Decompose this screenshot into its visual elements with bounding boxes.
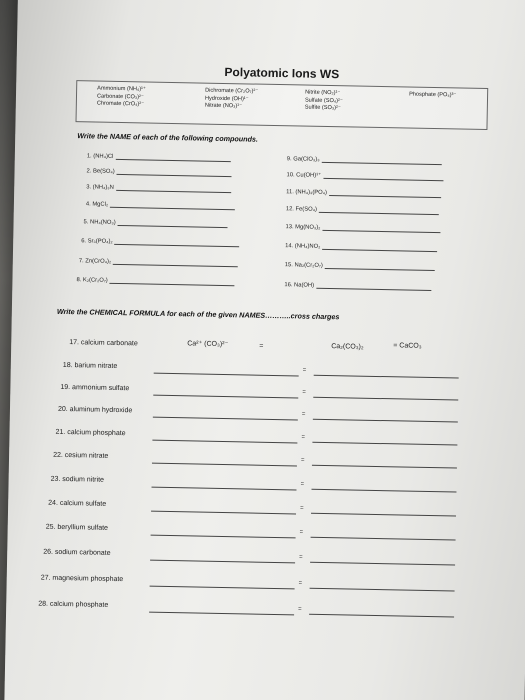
example-equals: = — [259, 342, 264, 350]
equals-sign: = — [300, 505, 304, 512]
answer-line — [310, 562, 455, 566]
formula-item: 28. calcium phosphate — [38, 600, 109, 609]
equals-sign: = — [301, 411, 306, 418]
ion-entry: Chromate (CrO₄)²⁻ — [96, 100, 145, 108]
formula-item: 25. beryllium sulfate — [45, 523, 109, 532]
ion-entry: Dichromate (Cr₂O₇)²⁻ — [205, 87, 259, 95]
ion-entry: Phosphate (PO₄)³⁻ — [409, 91, 457, 99]
name-item: 16. Na(OH) — [284, 281, 431, 291]
equals-sign: = — [302, 389, 306, 396]
answer-line — [151, 535, 296, 539]
name-item: 13. Mg(NO₃)₂ — [285, 223, 440, 233]
ion-entry: Nitrite (NO₂)¹⁻ — [305, 89, 341, 97]
ion-reference-box — [76, 80, 489, 130]
name-item: 10. Cu(OH)¹⁺ — [286, 171, 443, 181]
name-item: 12. Fe(SO₄) — [286, 205, 439, 215]
formula-item: 22. cesium nitrate — [53, 451, 109, 460]
formula-item: 18. barium nitrate — [62, 361, 118, 370]
name-item: 9. Ga(ClO₃)₃ — [287, 155, 442, 165]
equals-sign: = — [299, 529, 304, 536]
ion-entry: Sulfate (SO₄)²⁻ — [304, 97, 343, 104]
ion-entry: Ammonium (NH₄)¹⁺ — [97, 85, 146, 93]
equals-sign: = — [298, 580, 303, 587]
answer-line — [311, 513, 456, 517]
formula-item: 20. aluminum hydroxide — [57, 405, 133, 415]
ion-entry: Sulfite (SO₃)²⁻ — [304, 104, 341, 112]
formula-item: 27. magnesium phosphate — [40, 574, 124, 584]
formula-item: 24. calcium sulfate — [48, 499, 107, 508]
example-crossed: Ca₂(CO₃)₂ — [331, 343, 364, 351]
answer-line — [309, 614, 454, 618]
answer-line — [151, 487, 296, 491]
equals-sign: = — [301, 434, 306, 441]
name-item: 4. MgCl₂ — [86, 200, 235, 210]
answer-line — [153, 395, 298, 399]
equals-sign: = — [300, 457, 305, 464]
ion-column-3 — [305, 90, 343, 113]
equals-sign: = — [298, 606, 302, 613]
formula-item: 26. sodium carbonate — [43, 548, 111, 557]
equals-sign: = — [299, 554, 303, 561]
answer-line — [152, 440, 297, 444]
example-ions: Ca²⁺ (CO₃)²⁻ — [187, 340, 229, 349]
ion-column-2 — [205, 88, 258, 112]
worksheet-page — [4, 0, 525, 700]
answer-line — [154, 373, 299, 377]
formula-item: 21. calcium phosphate — [55, 428, 126, 438]
ion-entry: Carbonate (CO₃)²⁻ — [96, 93, 144, 100]
answer-line — [149, 612, 294, 616]
answer-line — [151, 511, 296, 515]
example-answer: = CaCO₃ — [393, 342, 422, 350]
answer-line — [313, 419, 458, 423]
answer-line — [311, 537, 456, 541]
answer-line — [150, 586, 295, 590]
answer-line — [312, 465, 457, 469]
name-item: 2. Be(SO₄) — [87, 167, 232, 177]
formula-item: 23. sodium nitrite — [50, 475, 105, 484]
name-item: 11. (NH₄)₃(PO₄) — [286, 188, 441, 198]
ion-column-4 — [409, 92, 456, 100]
answer-line — [152, 463, 297, 467]
name-item: 6. Sr₃(PO₄)₂ — [81, 237, 240, 247]
section-1-heading: Write the NAME of each of the following compounds. — [77, 131, 259, 144]
name-item: 7. Zn(CrO₄)₂ — [79, 257, 238, 267]
name-item: 15. Na₂(Cr₂O₇) — [285, 261, 435, 271]
answer-line — [313, 397, 458, 401]
answer-line — [311, 489, 456, 493]
answer-line — [150, 560, 295, 564]
section-2-heading: Write the CHEMICAL FORMULA for each of the given NAMES………..cross charges — [56, 306, 340, 322]
equals-sign: = — [302, 367, 307, 374]
formula-item-example: 17. calcium carbonate — [69, 339, 138, 348]
name-item: 1. (NH₄)Cl — [87, 152, 231, 162]
ion-entry: Nitrate (NO₃)¹⁻ — [204, 102, 243, 110]
answer-line — [153, 417, 298, 421]
name-item: 8. K₂(Cr₂O₇) — [76, 276, 234, 286]
formula-item: 19. ammonium sulfate — [60, 383, 130, 393]
answer-line — [312, 442, 457, 446]
name-item: 14. (NH₄)NO₂ — [285, 242, 437, 252]
name-item: 3. (NH₄)₃N — [86, 183, 231, 193]
page-title: Polyatomic Ions WS — [224, 64, 340, 82]
ion-entry: Hydroxide (OH)¹⁻ — [204, 95, 249, 102]
answer-line — [310, 588, 455, 592]
name-item: 5. NH₄(NO₃) — [84, 218, 228, 228]
ion-column-1 — [97, 86, 146, 109]
answer-line — [314, 375, 459, 379]
equals-sign: = — [300, 481, 305, 488]
